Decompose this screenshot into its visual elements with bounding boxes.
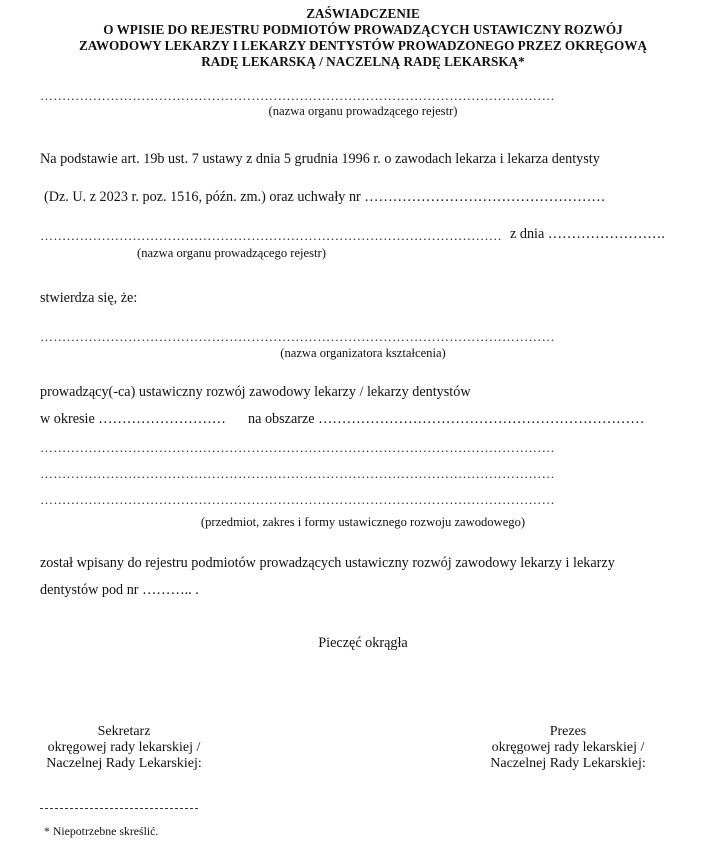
document-title: ZAŚWIADCZENIE [306, 6, 420, 21]
resolution-organ-caption: (nazwa organu prowadzącego rejestr) [137, 246, 326, 260]
entered-text-line-2[interactable]: dentystów pod nr ……….. . [40, 582, 199, 598]
signature-right-title: Prezes [549, 724, 587, 739]
footnote-divider [40, 808, 198, 809]
organ-name-field[interactable]: ……………………………………………………………………………………………………… [40, 88, 555, 103]
entered-text-line-1: został wpisany do rejestru podmiotów prowadzących ustawiczny rozwój zawodowy lekarzy i lekarzy [40, 555, 615, 571]
stamp-label: Pieczęć okrągła [318, 635, 408, 651]
organizer-name-field[interactable]: ……………………………………………………………………………………………………… [40, 329, 555, 344]
legal-basis-line-2[interactable]: (Dz. U. z 2023 r. poz. 1516, późn. zm.) oraz uchwały nr …………………………………………… [44, 189, 606, 205]
organ-name-caption: (nazwa organu prowadzącego rejestr) [268, 104, 458, 118]
legal-basis-line-1: Na podstawie art. 19b ust. 7 ustawy z dnia 5 grudnia 1996 r. o zawodach lekarza i lekarza dentysty [40, 151, 600, 167]
subject-field-line-2[interactable]: ……………………………………………………………………………………………………… [40, 466, 555, 481]
certifies-text: stwierdza się, że: [40, 290, 138, 306]
document-subtitle-line-2: ZAWODOWY LEKARZY I LEKARZY DENTYSTÓW PROWADZONEGO PRZEZ OKRĘGOWĄ [79, 38, 647, 53]
subject-field-line-1[interactable]: ……………………………………………………………………………………………………… [40, 440, 555, 455]
period-field[interactable]: w okresie ……………………… [40, 411, 226, 427]
signature-left-title: Sekretarz [97, 724, 151, 739]
signature-left-line-2: okręgowej rady lekarskiej / [47, 740, 201, 755]
document-subtitle-line-1: O WPISIE DO REJESTRU PODMIOTÓW PROWADZĄCYCH USTAWICZNY ROZWÓJ [103, 22, 623, 37]
resolution-date-field[interactable]: z dnia ……………………. [510, 226, 665, 242]
signature-left-line-3: Naczelnej Rady Lekarskiej: [46, 756, 202, 771]
subject-caption: (przedmiot, zakres i formy ustawicznego rozwoju zawodowego) [200, 515, 526, 529]
conducting-text: prowadzący(-ca) ustawiczny rozwój zawodowy lekarzy / lekarzy dentystów [40, 384, 471, 400]
signature-right-line-2: okręgowej rady lekarskiej / [491, 740, 645, 755]
resolution-organ-field[interactable]: …………………………………………………………………………………………… [40, 228, 502, 243]
footnote-text: * Niepotrzebne skreślić. [44, 824, 159, 838]
organizer-name-caption: (nazwa organizatora kształcenia) [280, 346, 446, 360]
signature-right-line-3: Naczelnej Rady Lekarskiej: [490, 756, 646, 771]
subject-field-line-3[interactable]: ……………………………………………………………………………………………………… [40, 492, 555, 507]
document-subtitle-line-3: RADĘ LEKARSKĄ / NACZELNĄ RADĘ LEKARSKĄ* [201, 54, 525, 69]
area-field[interactable]: na obszarze …………………………………………………………… [248, 411, 645, 427]
